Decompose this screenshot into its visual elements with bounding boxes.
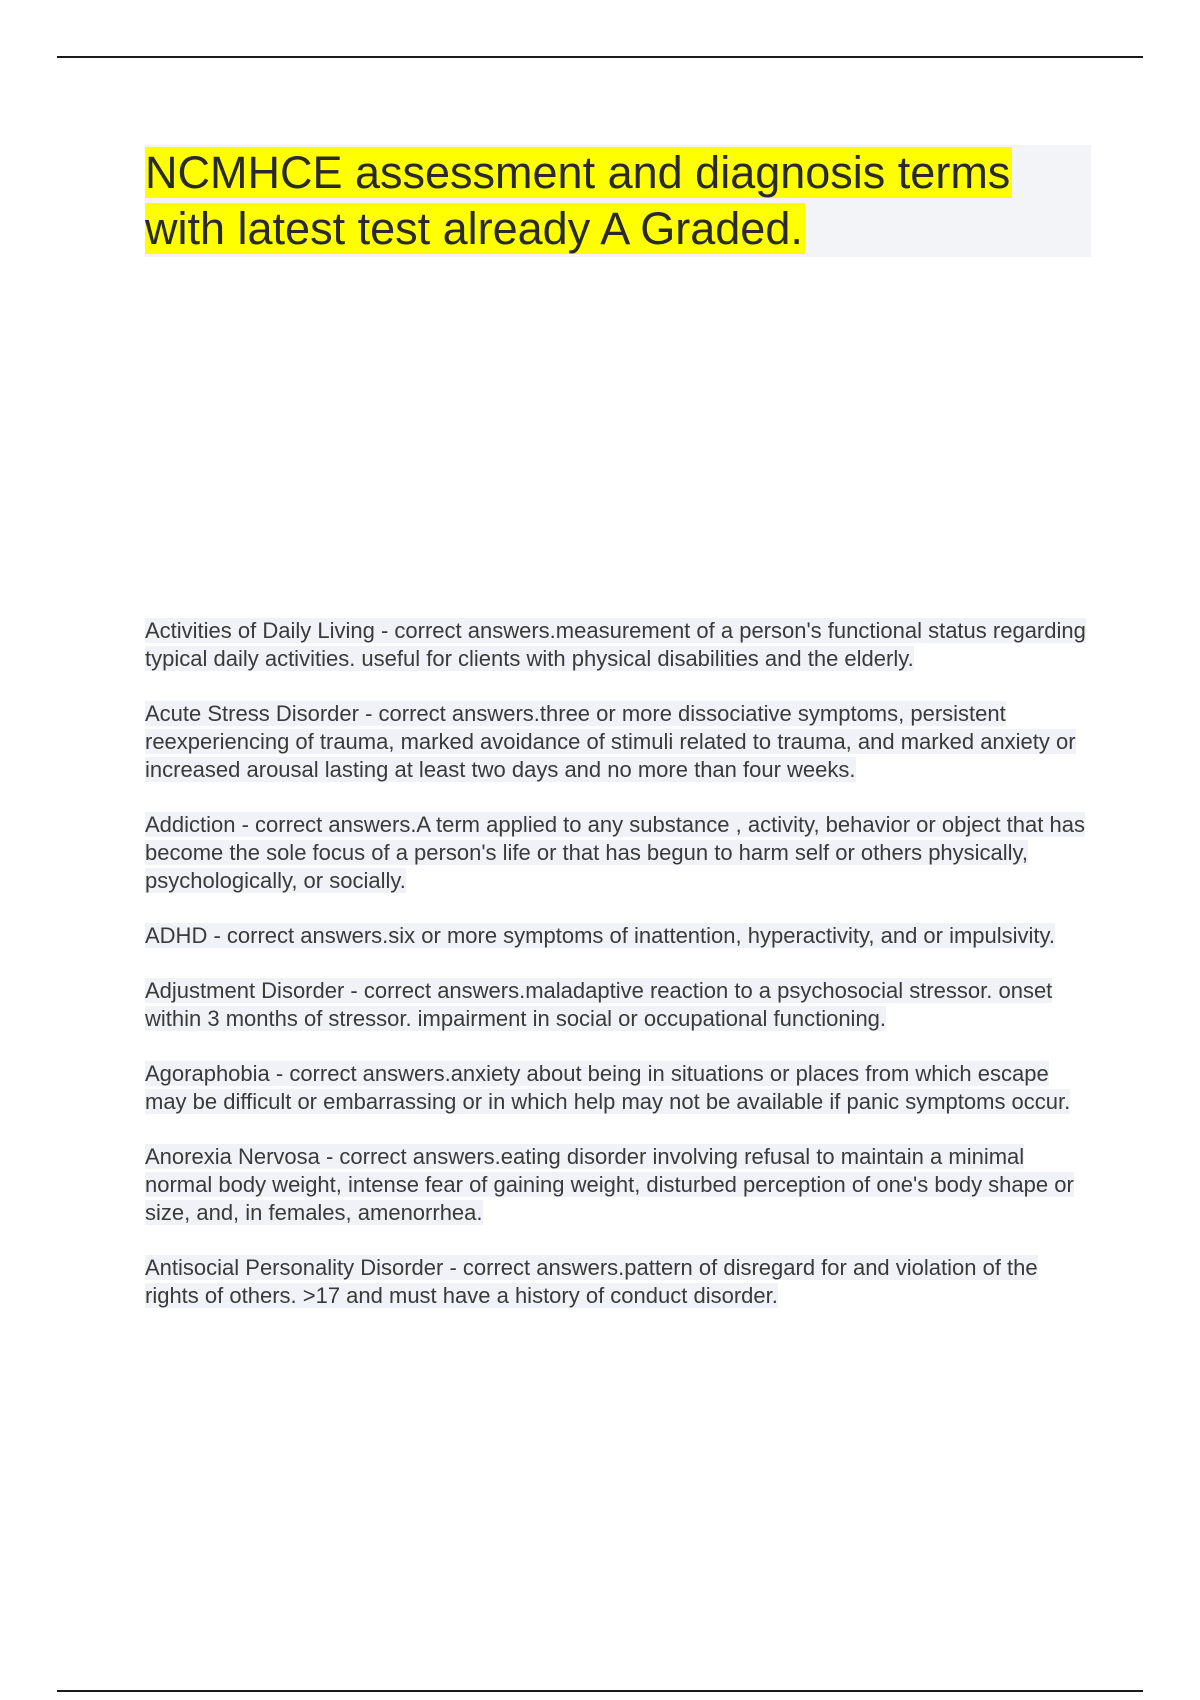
- term-entry-anorexia-nervosa: Anorexia Nervosa - correct answers.eating disorder involving refusal to maintain a minimal normal body weight, intense fear of gaining weight, disturbed perception of one's body shape or size, and, in females, amenorrhea.: [145, 1144, 1074, 1225]
- term-list: [145, 617, 1095, 1337]
- term-entry-adjustment-disorder: Adjustment Disorder - correct answers.maladaptive reaction to a psychosocial stressor. onset within 3 months of stressor. impairment in social or occupational functioning.: [145, 978, 1053, 1031]
- term-entry-acute-stress-disorder: Acute Stress Disorder - correct answers.three or more dissociative symptoms, persistent reexperiencing of trauma, marked avoidance of stimuli related to trauma, and marked anxiety or increased arousal lasting at least two days and no more than four weeks.: [145, 701, 1076, 782]
- term-entry-activities-of-daily-living: Activities of Daily Living - correct answers.measurement of a person's functional status regarding typical daily activities. useful for clients with physical disabilities and the elderly.: [145, 618, 1086, 671]
- term-entry-adhd: ADHD - correct answers.six or more symptoms of inattention, hyperactivity, and or impulsivity.: [145, 923, 1056, 948]
- term-entry-agoraphobia: Agoraphobia - correct answers.anxiety about being in situations or places from which escape may be difficult or embarrassing or in which help may not be available if panic symptoms occur.: [145, 1061, 1071, 1114]
- bottom-rule: [57, 1690, 1143, 1692]
- term-entry-addiction: Addiction - correct answers.A term applied to any substance , activity, behavior or object that has become the sole focus of a person's life or that has begun to harm self or others physically, psychologically, or socially.: [145, 812, 1085, 893]
- top-rule: [57, 56, 1143, 58]
- title-line-2: with latest test already A Graded.: [145, 203, 803, 254]
- title-line-1: NCMHCE assessment and diagnosis terms: [145, 147, 1011, 198]
- document-title: [145, 145, 1091, 257]
- term-entry-antisocial-personality-disorder: Antisocial Personality Disorder - correct answers.pattern of disregard for and violation of the rights of others. >17 and must have a history of conduct disorder.: [145, 1255, 1038, 1308]
